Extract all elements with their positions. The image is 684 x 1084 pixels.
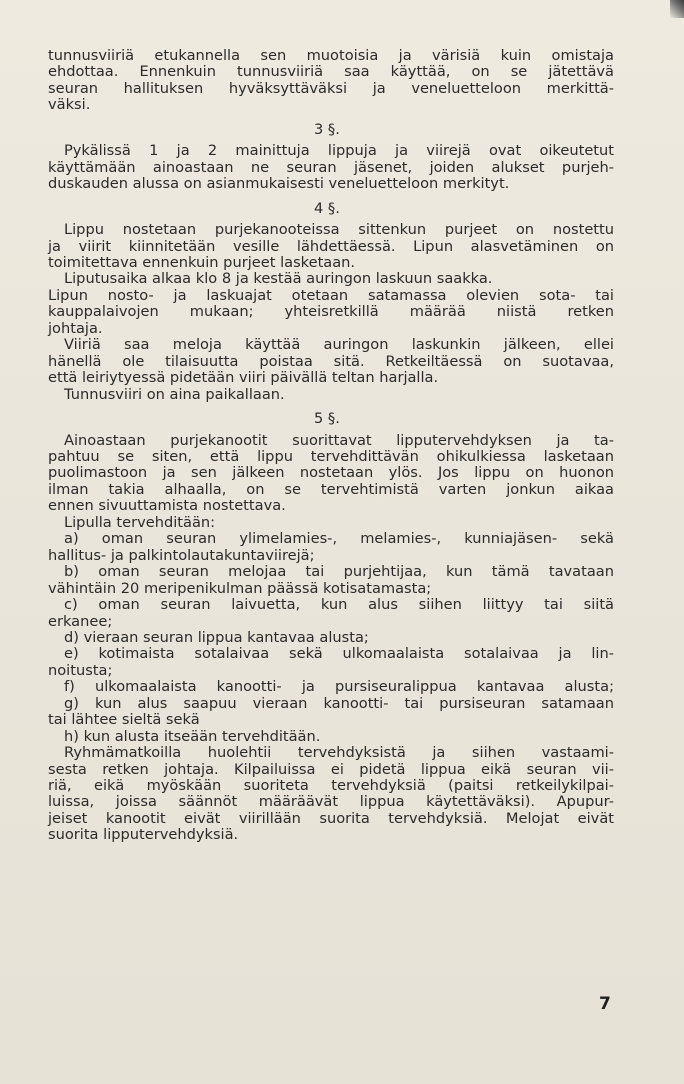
page-corner-shadow	[670, 0, 684, 18]
list-item: e) kotimaista sotalaivaa sekä ulkomaalaista sotalaivaa ja lin-	[64, 645, 614, 663]
text-line: Lippu nostetaan purjekanooteissa sittenkun purjeet on nostettu	[64, 221, 614, 239]
text-line: Pykälissä 1 ja 2 mainittuja lippuja ja viirejä ovat oikeutetut	[64, 142, 614, 160]
text-line: johtaja.	[48, 319, 103, 337]
list-item: d) vieraan seuran lippua kantavaa alusta;	[64, 628, 369, 646]
text-line: riä, eikä myöskään suoriteta tervehdyksiä (paitsi retkeilykilpai-	[48, 777, 614, 795]
body-text	[48, 48, 614, 844]
text-line: ennen sivuuttamista nostettava.	[48, 497, 286, 515]
text-line: kauppalaivojen mukaan; yhteisretkillä määrää niistä retken	[48, 303, 614, 321]
list-item: a) oman seuran ylimelamies-, melamies-, kunniajäsen- sekä	[64, 530, 614, 548]
text-line: sesta retken johtaja. Kilpailuissa ei pidetä lippua eikä seuran vii-	[48, 760, 614, 778]
page-number: 7	[599, 994, 611, 1014]
list-item: f) ulkomaalaista kanootti- ja pursiseuralippua kantavaa alusta;	[64, 678, 614, 696]
text-line: noitusta;	[48, 661, 113, 679]
text-line: ehdottaa. Ennenkuin tunnusviiriä saa käyttää, on se jätettävä	[48, 63, 614, 81]
section-heading-4: 4 §.	[314, 199, 340, 217]
text-line: erkanee;	[48, 612, 113, 630]
text-line: suorita lipputervehdyksiä.	[48, 826, 239, 844]
text-line: luissa, joissa säännöt määräävät lippua käytettäväksi). Apupur-	[48, 793, 614, 811]
text-line: Ryhmämatkoilla huolehtii tervehdyksistä ja siihen vastaami-	[64, 744, 614, 762]
text-line: tai lähtee sieltä sekä	[48, 711, 200, 729]
text-line: ja viirit kiinnitetään vesille lähdettäessä. Lipun alasvetäminen on	[48, 237, 614, 255]
text-line: Ainoastaan purjekanootit suorittavat lipputervehdyksen ja ta-	[64, 431, 614, 449]
text-line: tunnusviiriä etukannella sen muotoisia ja värisiä kuin omistaja	[48, 47, 614, 64]
text-line: jeiset kanootit eivät viirillään suorita tervehdyksiä. Melojat eivät	[48, 809, 614, 827]
section-heading-3: 3 §.	[314, 120, 340, 138]
section-heading-5: 5 §.	[314, 410, 340, 428]
list-item: c) oman seuran laivuetta, kun alus siihen liittyy tai siitä	[64, 596, 614, 614]
text-line: väksi.	[48, 96, 91, 114]
list-item: h) kun alusta itseään tervehditään.	[64, 727, 321, 745]
text-line: pahtuu se siten, että lippu tervehdittävän ohikulkiessa lasketaan	[48, 447, 614, 465]
text-line: käyttämään ainoastaan ne seuran jäsenet, joiden alukset purjeh-	[48, 158, 614, 176]
text-line: Tunnusviiri on aina paikallaan.	[64, 385, 285, 403]
text-line: duskauden alussa on asianmukaisesti veneluetteloon merkityt.	[48, 175, 510, 193]
text-line: Viiriä saa meloja käyttää auringon laskunkin jälkeen, ellei	[64, 336, 614, 354]
text-line: vähintäin 20 meripenikulman päässä kotisatamasta;	[48, 579, 432, 597]
text-line: Lipulla tervehditään:	[64, 513, 216, 531]
text-line: Lipun nosto- ja laskuajat otetaan satamassa olevien sota- tai	[48, 286, 614, 304]
text-line: ilman takia alhaalla, on se tervehtimistä varten jonkun aikaa	[48, 480, 614, 498]
text-line: Liputusaika alkaa klo 8 ja kestää auringon laskuun saakka.	[64, 270, 493, 288]
list-item: g) kun alus saapuu vieraan kanootti- tai pursiseuran satamaan	[64, 694, 614, 712]
text-line: että leiriytyessä pidetään viiri päivällä teltan harjalla.	[48, 369, 439, 387]
list-item: b) oman seuran melojaa tai purjehtijaa, kun tämä tavataan	[64, 563, 614, 581]
text-line: hallitus- ja palkintolautakuntaviirejä;	[48, 546, 315, 564]
text-line: hänellä ole tilaisuutta poistaa sitä. Retkeiltäessä on suotavaa,	[48, 352, 614, 370]
text-line: seuran hallituksen hyväksyttäväksi ja veneluetteloon merkittä-	[48, 79, 614, 97]
text-line: toimitettava ennenkuin purjeet lasketaan.	[48, 253, 356, 271]
text-line: puolimastoon ja sen jälkeen nostetaan ylös. Jos lippu on huonon	[48, 464, 614, 482]
